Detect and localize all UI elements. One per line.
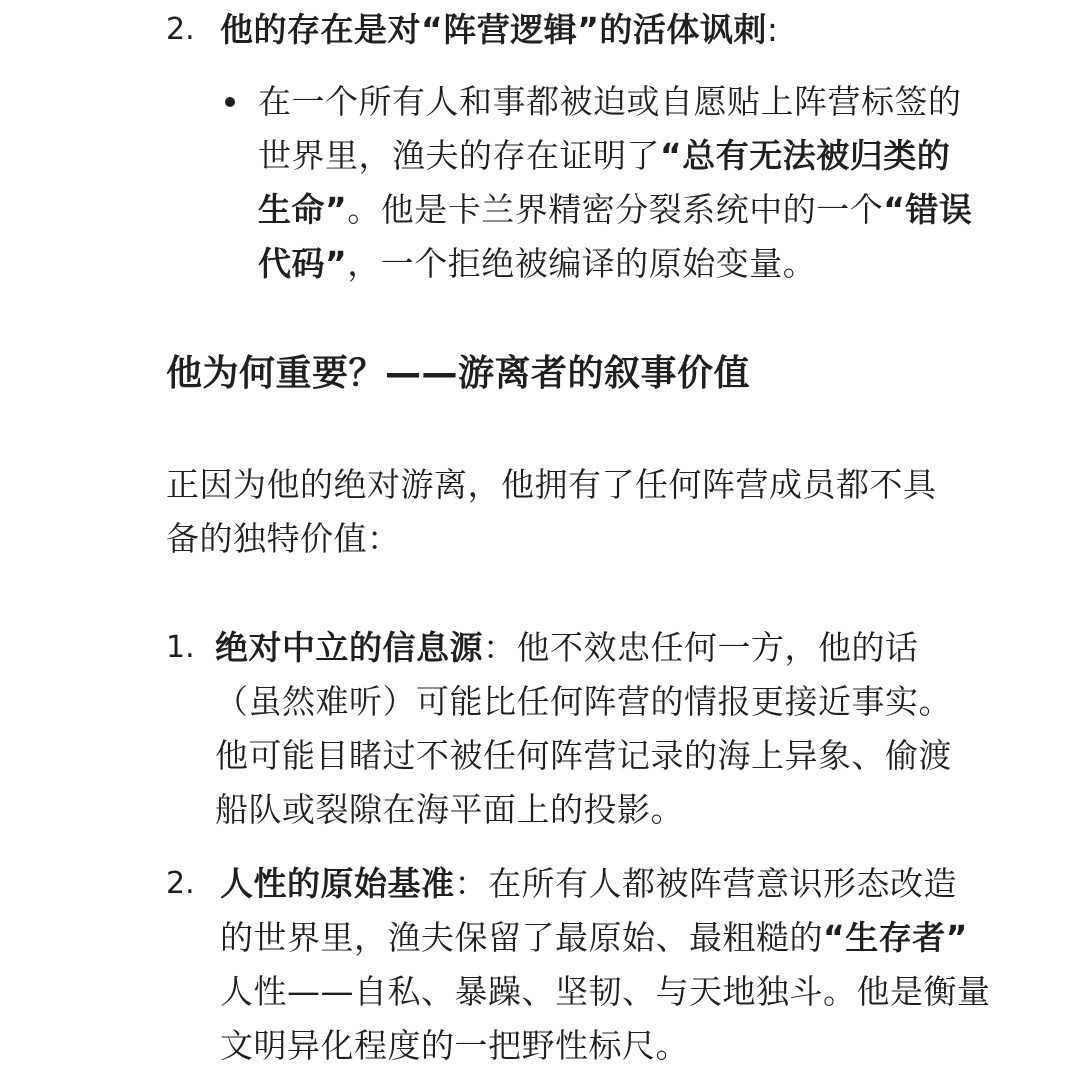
bold-run: 代码” [258,244,348,283]
list-item-2-line-2 [220,916,968,960]
list-number: 2. [166,866,195,901]
text-run: ：他不效忠任何一方，他的话 [483,628,919,667]
colon: : [766,10,779,49]
list-item-title: 绝对中立的信息源 [215,628,483,667]
list-item-1-line-4: 船队或裂隙在海平面上的投影。 [215,790,684,829]
list-number: 2. [166,12,195,47]
bullet-line-1: 在一个所有人和事都被迫或自愿贴上阵营标签的 [258,82,962,121]
bold-run: 生命” [258,190,348,229]
bullet-dot [225,97,235,107]
bullet-line-4 [258,242,816,286]
text-run: ：在所有人都被阵营意识形态改造 [454,864,957,903]
bullet-line-2 [258,134,950,178]
intro-line-2: 备的独特价值： [166,519,401,558]
list-item-1-line-3: 他可能目睹过不被任何阵营记录的海上异象、偷渡 [215,736,952,775]
list-item-2-line-4: 文明异化程度的一把野性标尺。 [220,1026,689,1065]
list-item-title: 他的存在是对“阵营逻辑”的活体讽刺 [220,10,767,49]
list-item-2-line-1 [220,862,957,906]
list-item-title: 人性的原始基准 [220,864,455,903]
list-item-1-line-2: （虽然难听）可能比任何阵营的情报更接近事实。 [215,682,952,721]
text-run: ，一个拒绝被编译的原始变量。 [347,244,817,283]
text-run: 。他是卡兰界精密分裂系统中的一个 [347,190,884,229]
bold-run: “总有无法被归类的 [660,136,951,175]
list-number: 1. [166,630,195,665]
text-run: 的世界里，渔夫保留了最原始、最粗糙的 [220,918,823,957]
list-item-title-line [220,8,779,52]
list-item-2-line-3: 人性——自私、暴躁、坚韧、与天地独斗。他是衡量 [220,972,991,1011]
section-heading: 他为何重要？——游离者的叙事价值 [166,353,751,394]
bold-run: “生存者” [823,918,968,957]
intro-line-1: 正因为他的绝对游离，他拥有了任何阵营成员都不具 [166,465,937,504]
list-item-1-line-1 [215,626,919,670]
text-run: 世界里，渔夫的存在证明了 [258,136,660,175]
bold-run: “错误 [883,190,973,229]
bullet-line-3 [258,188,972,232]
